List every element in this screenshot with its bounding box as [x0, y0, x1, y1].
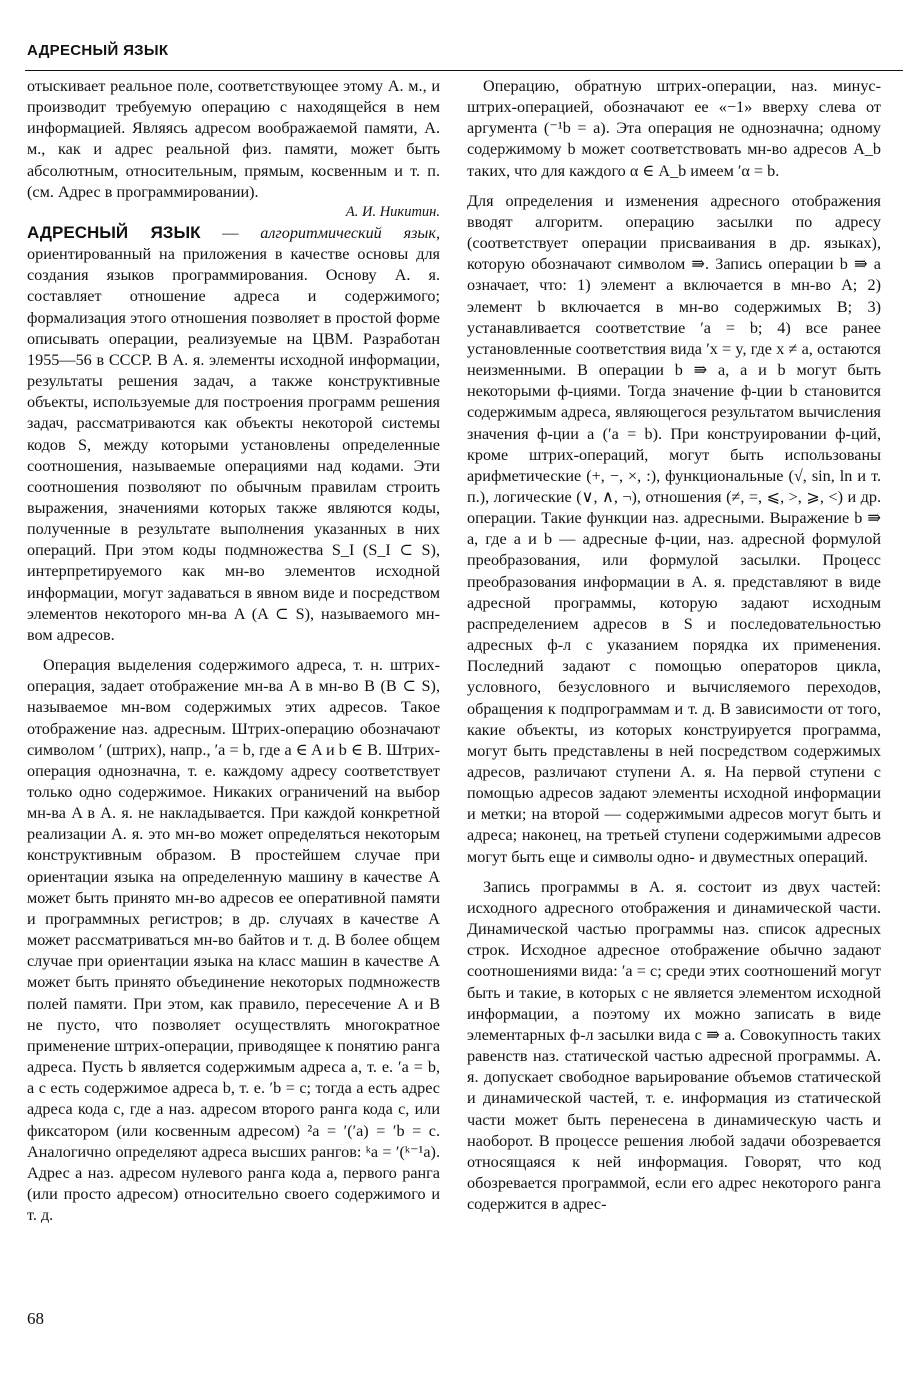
paragraph-minus-stroke: Операцию, обратную штрих-операции, наз. минус-штрих-операцией, обозначают ее «−1» вверху слева от аргумента (⁻¹b = a). Эта операция не однозначна; одному содержимому b может соответствовать мн-во адресов A_b таких, что для каждого α ∈ A_b имеем ′α = b.	[467, 77, 881, 180]
running-head: АДРЕСНЫЙ ЯЗЫК	[27, 42, 169, 59]
entry-term: АДРЕСНЫЙ ЯЗЫК	[27, 222, 201, 242]
entry-definition: алгоритмический язык,	[260, 223, 440, 242]
left-column	[27, 76, 440, 1226]
author-signature: А. И. Никитин.	[345, 203, 440, 220]
entry-body: ориентированный на приложения в качестве основы для создания языков программирования. Основу А. я. составляет отношение адреса и содержимого; формализация этого отношения позволяет в простой форме описывать операции, реализуемые на ЦВМ. Разработан 1955—56 в СССР. В А. я. элементы исходной информации, результаты решения задач, а также конструктивные объекты, используемые для построения программ решения задач, рассматриваются как объекты некоторой системы кодов S, между которыми установлены определенные соотношения, называемые операциями над кодами. Эти соотношения позволяют по обычным правилам строить выражения, значениями которых также являются коды, полученные в результате выполнения указанных в них операций. При этом коды подмножества S_I (S_I ⊂ S), интерпретируемого как мн-во элементов исходной информации, могут задаваться в явном виде и посредством элементов некоторого мн-ва A (A ⊂ S), называемого мн-вом адресов.	[27, 245, 440, 644]
entry-paragraph	[27, 222, 440, 646]
page-number: 68	[27, 1309, 44, 1328]
paragraph-continuation: отыскивает реальное поле, соответствующее этому А. м., и производит требуемую операцию с находящейся в нем информацией. Являясь адресом воображаемой памяти, А. м., как и адрес реальной физ. памяти, может быть абсолютным, относительным, прямым, косвенным и т. п. (см. Адрес в программировании).	[27, 77, 440, 201]
header-rule	[25, 70, 903, 71]
paragraph-stroke-operation: Операция выделения содержимого адреса, т. н. штрих-операция, задает отображение мн-ва A в мн-во B (B ⊂ S), называемое мн-вом содержимых этих адресов. Такое отображение наз. адресным. Штрих-операцию обозначают символом ′ (штрих), напр., ′a = b, где a ∈ A и b ∈ B. Штрих-операция однозначна, т. е. каждому адресу соответствует только одно содержимое. Никаких ограничений на выбор мн-ва A в А. я. не накладывается. При каждой конкретной реализации А. я. это мн-во может определяться некоторым конструктивным образом. В простейшем случае при ориентации языка на определенную машину в качестве A может быть принято мн-во адресов ее оперативной памяти и программных регистров; в др. случаях в качестве A может рассматриваться мн-во байтов и т. д. В более общем случае при ориентации языка на класс машин в качестве A может быть принято объединение некоторых подмножеств полей памяти. При этом, как правило, пересечение A и B не пусто, что позволяет осуществлять многократное применение штрих-операции, приводящее к понятию ранга адреса. Пусть b является содержимым адреса a, т. е. ′a = b, а c есть содержимое адреса b, т. е. ′b = c; тогда a есть адрес адреса кода c, где a наз. адресом второго ранга кода c, или фиксатором (или косвенным адресом) ²a = ′(′a) = ′b = c. Аналогично определяют адреса высших рангов: ᵏa = ′(ᵏ⁻¹a). Адрес a наз. адресом нулевого ранга кода a, первого ранга (или просто адресом) относительно своего содержимого и т. д.	[27, 656, 440, 1225]
entry-dash: —	[200, 223, 261, 242]
paragraph-program-record: Запись программы в А. я. состоит из двух частей: исходного адресного отображения и динамической части. Динамической частью программы наз. список адресных строк. Исходное адресное отображение обычно задают соотношениями вида: ′a = c; среди этих соотношений могут быть и такие, в которых c не является элементом исходной информации, а поэтому их можно записать в виде элементарных ф-л засылки вида c ⇛ a. Совокупность таких равенств наз. статической частью адресной программы. А. я. допускает свободное варьирование объемов статической и динамической частей, т. е. информация из статической части может быть перенесена в динамическую часть и наоборот. В процессе решения любой задачи обозревается относящаяся к ней информация. Говорят, что код обозревается программой, если его адрес некоторого ранга содержится в адрес-	[467, 877, 881, 1214]
paragraph-assignment: Для определения и изменения адресного отображения вводят алгоритм. операцию засылки по адресу (соответствует операции присваивания в др. языках), которую обозначают символом ⇛. Запись операции b ⇛ a означает, что: 1) элемент a включается в мн-во A; 2) элемент b включается в мн-во содержимых B; 3) устанавливается соответствие ′a = b; 4) все ранее установленные соответствия вида ′x = y, где x ≠ a, остаются неизменными. В операции b ⇛ a, a и b могут быть некоторыми ф-циями. Тогда значение ф-ции b становится содержимым адреса, являющегося результатом вычисления значения ф-ции a (′a = b). При конструировании ф-ций, кроме штрих-операций, могут быть использованы арифметические (+, −, ×, :), функциональные (√, sin, ln и т. п.), логические (∨, ∧, ¬), отношения (≠, =, ⩽, >, ⩾, <) и др. операции. Такие функции наз. адресными. Выражение b ⇛ a, где a и b — адресные ф-ции, наз. адресной формулой преобразования, или формулой засылки. Процесс преобразования информации в А. я. представляют в виде адресной программы, которую задают исходным распределением адресов в S и последовательностью адресных ф-л с указанием порядка их применения. Последний задают с помощью операторов цикла, условного, безусловного и вычисляемого переходов, обращения к подпрограммам и т. д. В зависимости от того, какие объекты, из которых конструируется программа, могут быть представлены в ней посредством содержимых адресов, различают ступени А. я. На первой ступени с помощью адресов задают элементы исходной информации и метки; на второй — содержимыми адресов могут быть и адреса; наконец, на третьей ступени содержимыми адресов могут быть еще и символы одно- и двуместных операций.	[467, 191, 881, 866]
right-column	[467, 76, 881, 1215]
